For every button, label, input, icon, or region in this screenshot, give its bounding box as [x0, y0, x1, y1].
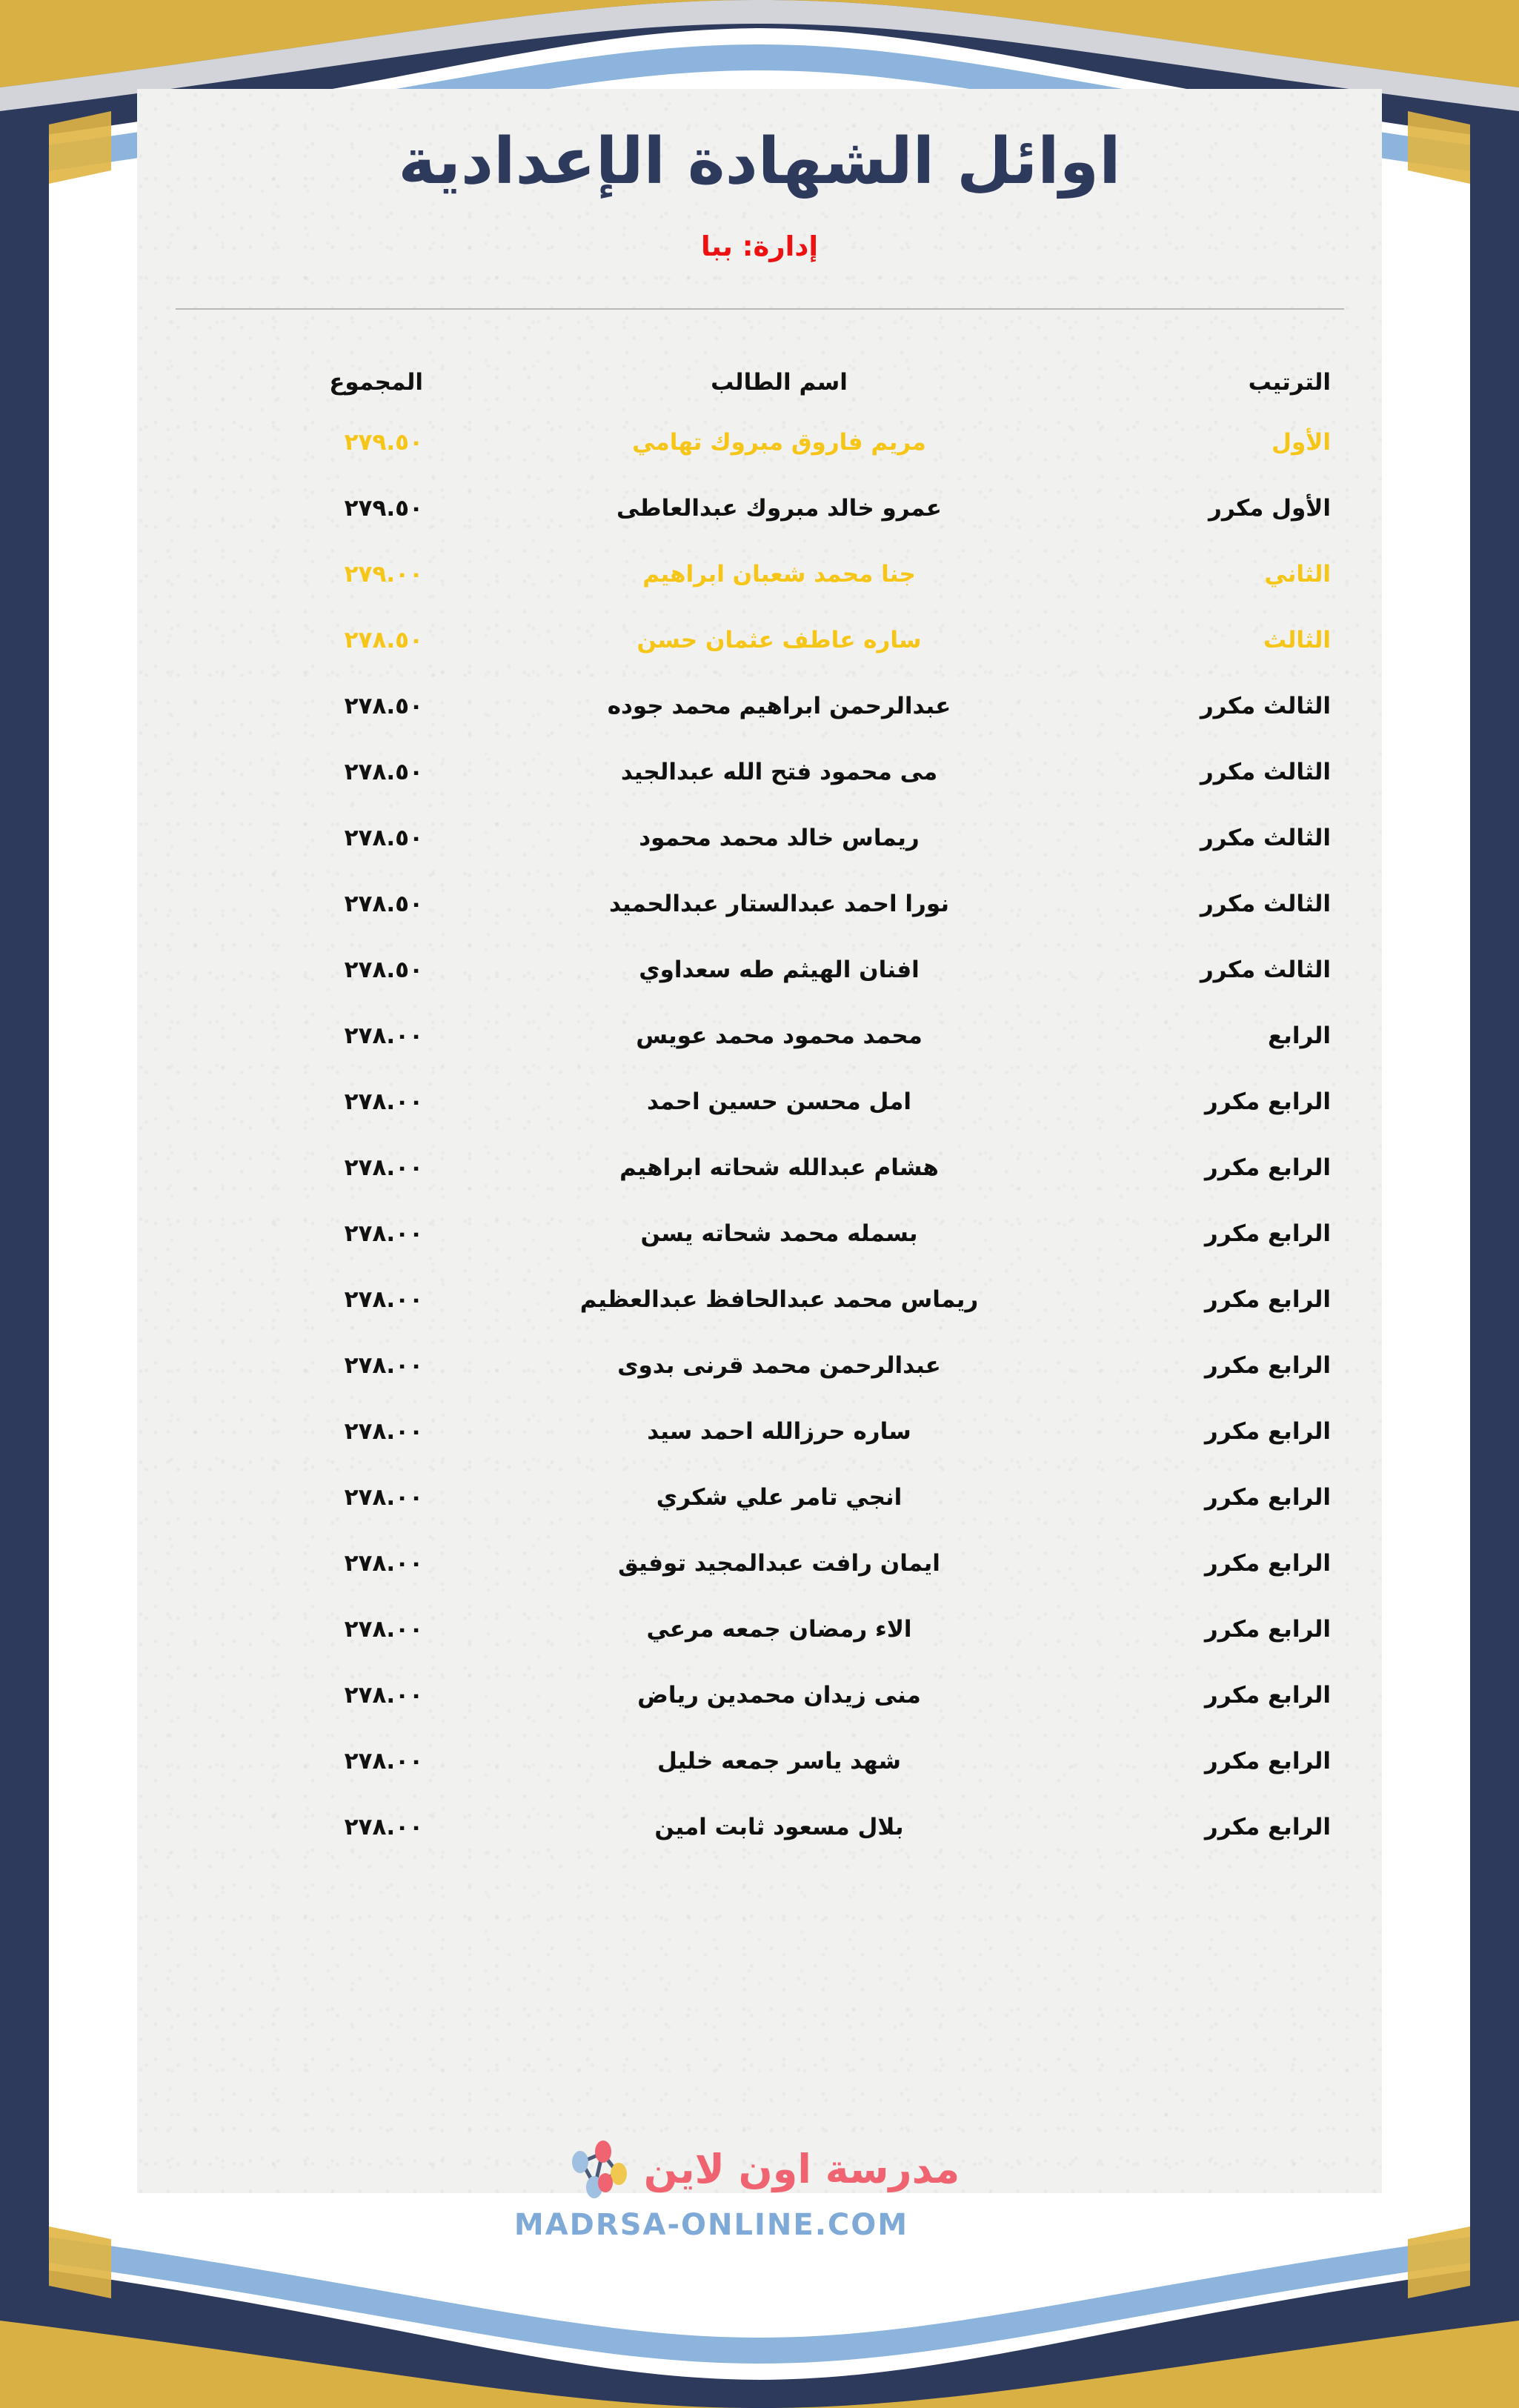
cell-total: ٢٧٨.٠٠ [344, 1483, 423, 1511]
cell-rank: الرابع مكرر [1204, 1483, 1331, 1511]
right-navy-edge [1470, 111, 1519, 2298]
cell-rank: الرابع مكرر [1204, 1154, 1331, 1181]
cell-total: ٢٧٨.٠٠ [344, 1154, 423, 1181]
brand-row [559, 2134, 960, 2205]
cell-rank: الرابع مكرر [1204, 1813, 1331, 1840]
cell-student-name: جنا محمد شعبان ابراهيم [642, 560, 916, 588]
table-row [176, 1134, 1344, 1200]
cell-student-name: امل محسن حسين احمد [647, 1088, 911, 1115]
table-row [176, 1200, 1344, 1266]
table-row [176, 739, 1344, 805]
cell-student-name: مى محمود فتح الله عبدالجيد [620, 758, 938, 785]
cell-rank: الرابع [1268, 1022, 1331, 1049]
cell-rank: الرابع مكرر [1204, 1417, 1331, 1445]
brand-name: مدرسة اون لاين [643, 2146, 960, 2192]
table-row [176, 1266, 1344, 1332]
cell-student-name: منى زيدان محمدين رياض [637, 1681, 921, 1709]
cell-total: ٢٧٨.٠٠ [344, 1220, 423, 1247]
cell-rank: الثالث مكرر [1200, 758, 1331, 785]
cell-rank: الرابع مكرر [1204, 1088, 1331, 1115]
cell-rank: الرابع مكرر [1204, 1549, 1331, 1577]
cell-total: ٢٧٨.٥٠ [344, 626, 423, 653]
table-header [176, 356, 1344, 409]
cell-total: ٢٧٨.٠٠ [344, 1549, 423, 1577]
cell-rank: الثالث مكرر [1200, 890, 1331, 917]
cell-total: ٢٧٨.٥٠ [344, 824, 423, 851]
table-body [176, 409, 1344, 1860]
cell-rank: الرابع مكرر [1204, 1351, 1331, 1379]
table-row [176, 1728, 1344, 1794]
cell-rank: الثاني [1264, 560, 1331, 588]
cell-total: ٢٧٨.٥٠ [344, 692, 423, 719]
document-page [137, 89, 1382, 2193]
cell-total: ٢٧٨.٠٠ [344, 1022, 423, 1049]
table-row [176, 1464, 1344, 1530]
cell-student-name: الاء رمضان جمعه مرعي [646, 1615, 912, 1643]
cell-total: ٢٧٨.٠٠ [344, 1088, 423, 1115]
cell-total: ٢٧٨.٠٠ [344, 1417, 423, 1445]
table-header-row [176, 356, 1344, 409]
cell-total: ٢٧٨.٠٠ [344, 1813, 423, 1840]
cell-total: ٢٧٨.٥٠ [344, 956, 423, 983]
cell-student-name: انجي تامر علي شكري [656, 1483, 903, 1511]
cell-rank: الرابع مكرر [1204, 1286, 1331, 1313]
administration-subtitle: إدارة: ببا [700, 230, 819, 263]
document-header [137, 89, 1382, 310]
cell-rank: الثالث [1263, 626, 1331, 653]
cell-student-name: عمرو خالد مبروك عبدالعاطى [616, 494, 942, 522]
cell-total: ٢٧٩.٠٠ [344, 560, 423, 588]
table-row [176, 1662, 1344, 1728]
cell-rank: الرابع مكرر [1204, 1220, 1331, 1247]
table-row [176, 607, 1344, 673]
cell-total: ٢٧٨.٠٠ [344, 1351, 423, 1379]
cell-student-name: مريم فاروق مبروك تهامي [632, 428, 926, 456]
column-header-total: المجموع [329, 369, 423, 396]
table-row [176, 805, 1344, 871]
table-row [176, 1002, 1344, 1068]
cell-total: ٢٧٨.٠٠ [344, 1747, 423, 1775]
cell-rank: الثالث مكرر [1200, 956, 1331, 983]
page-title: اوائل الشهادة الإعدادية [398, 124, 1121, 199]
column-header-rank: الترتيب [1248, 369, 1331, 396]
cell-student-name: افنان الهيثم طه سعداوي [639, 956, 920, 983]
cell-rank: الرابع مكرر [1204, 1681, 1331, 1709]
cell-total: ٢٧٨.٥٠ [344, 890, 423, 917]
cell-rank: الأول مكرر [1208, 494, 1331, 522]
table-row [176, 475, 1344, 541]
header-divider [176, 308, 1344, 310]
cell-student-name: ريماس محمد عبدالحافظ عبدالعظيم [579, 1286, 979, 1313]
table-row [176, 1794, 1344, 1860]
cell-total: ٢٧٩.٥٠ [344, 494, 423, 522]
cell-student-name: نورا احمد عبدالستار عبدالحميد [609, 890, 949, 917]
table-row [176, 1398, 1344, 1464]
table-row [176, 871, 1344, 937]
molecule-icon [559, 2134, 631, 2205]
cell-rank: الرابع مكرر [1204, 1615, 1331, 1643]
cell-student-name: ساره حرزالله احمد سيد [647, 1417, 911, 1445]
cell-total: ٢٧٨.٠٠ [344, 1286, 423, 1313]
website-url: MADRSA-ONLINE.COM [513, 2208, 909, 2242]
cell-total: ٢٧٨.٠٠ [344, 1615, 423, 1643]
cell-student-name: ريماس خالد محمد محمود [639, 824, 920, 851]
cell-student-name: عبدالرحمن محمد قرنى بدوى [617, 1351, 941, 1379]
cell-rank: الأول [1272, 428, 1331, 456]
cell-total: ٢٧٨.٥٠ [344, 758, 423, 785]
cell-rank: الثالث مكرر [1200, 692, 1331, 719]
table-row [176, 409, 1344, 475]
cell-student-name: هشام عبدالله شحاته ابراهيم [619, 1154, 939, 1181]
cell-student-name: عبدالرحمن ابراهيم محمد جوده [607, 692, 951, 719]
cell-student-name: ساره عاطف عثمان حسن [636, 626, 922, 653]
column-header-student-name: اسم الطالب [711, 369, 848, 396]
cell-student-name: بلال مسعود ثابت امين [654, 1813, 904, 1840]
table-row [176, 1068, 1344, 1134]
cell-student-name: محمد محمود محمد عويس [636, 1022, 923, 1049]
cell-student-name: بسمله محمد شحاته يسن [640, 1220, 918, 1247]
table-row [176, 1596, 1344, 1662]
cell-rank: الثالث مكرر [1200, 824, 1331, 851]
table-row [176, 937, 1344, 1002]
cell-total: ٢٧٨.٠٠ [344, 1681, 423, 1709]
table-row [176, 673, 1344, 739]
top-students-table [176, 356, 1344, 1860]
table-row [176, 541, 1344, 607]
cell-total: ٢٧٩.٥٠ [344, 428, 423, 456]
cell-student-name: شهد ياسر جمعه خليل [657, 1747, 902, 1775]
left-navy-edge [0, 111, 49, 2298]
cell-rank: الرابع مكرر [1204, 1747, 1331, 1775]
table-row [176, 1332, 1344, 1398]
footer-branding [0, 2134, 1519, 2242]
table-row [176, 1530, 1344, 1596]
cell-student-name: ايمان رافت عبدالمجيد توفيق [618, 1549, 940, 1577]
